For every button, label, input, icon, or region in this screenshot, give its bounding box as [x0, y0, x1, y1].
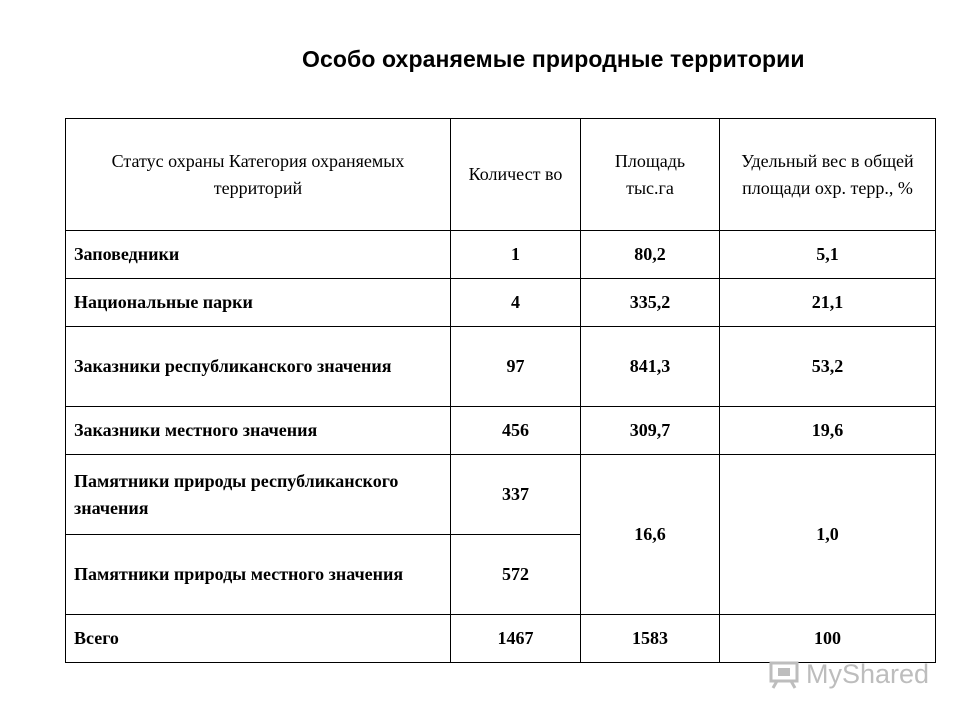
row-area: 80,2: [581, 231, 720, 279]
table-row: [66, 327, 936, 407]
row-share: 5,1: [720, 231, 936, 279]
table-row: [66, 407, 936, 455]
presentation-board-icon: [768, 658, 800, 690]
row-share: 21,1: [720, 279, 936, 327]
table-row: [66, 279, 936, 327]
header-share: Удельный вес в общей площади охр. терр., %: [720, 119, 936, 231]
row-count: 572: [451, 535, 581, 615]
row-count: 456: [451, 407, 581, 455]
header-count: Количест во: [451, 119, 581, 231]
row-category: Памятники природы республиканского значения: [66, 455, 451, 535]
table-row: [66, 231, 936, 279]
row-category: Национальные парки: [66, 279, 451, 327]
row-share: 19,6: [720, 407, 936, 455]
row-category: Заповедники: [66, 231, 451, 279]
row-category: Всего: [66, 615, 451, 663]
row-area: 309,7: [581, 407, 720, 455]
watermark-text: MyShared: [806, 658, 930, 689]
table-row-total: [66, 615, 936, 663]
row-category: Памятники природы местного значения: [66, 535, 451, 615]
table-row: [66, 455, 936, 535]
row-count: 4: [451, 279, 581, 327]
merged-area-cell: 16,6: [581, 455, 720, 615]
row-area: 335,2: [581, 279, 720, 327]
row-count: 337: [451, 455, 581, 535]
protected-areas-table: [65, 118, 936, 663]
header-area: Площадь тыс.га: [581, 119, 720, 231]
row-share: 100: [720, 615, 936, 663]
row-area: 841,3: [581, 327, 720, 407]
row-count: 1467: [451, 615, 581, 663]
row-share: 53,2: [720, 327, 936, 407]
header-category: Статус охраны Категория охраняемых территорий: [66, 119, 451, 231]
watermark-logo: [768, 658, 929, 690]
row-count: 1: [451, 231, 581, 279]
row-category: Заказники местного значения: [66, 407, 451, 455]
merged-share-cell: 1,0: [720, 455, 936, 615]
row-area: 1583: [581, 615, 720, 663]
table-header-row: [66, 119, 936, 231]
row-category: Заказники республиканского значения: [66, 327, 451, 407]
row-count: 97: [451, 327, 581, 407]
page-title: Особо охраняемые природные территории: [302, 46, 805, 72]
